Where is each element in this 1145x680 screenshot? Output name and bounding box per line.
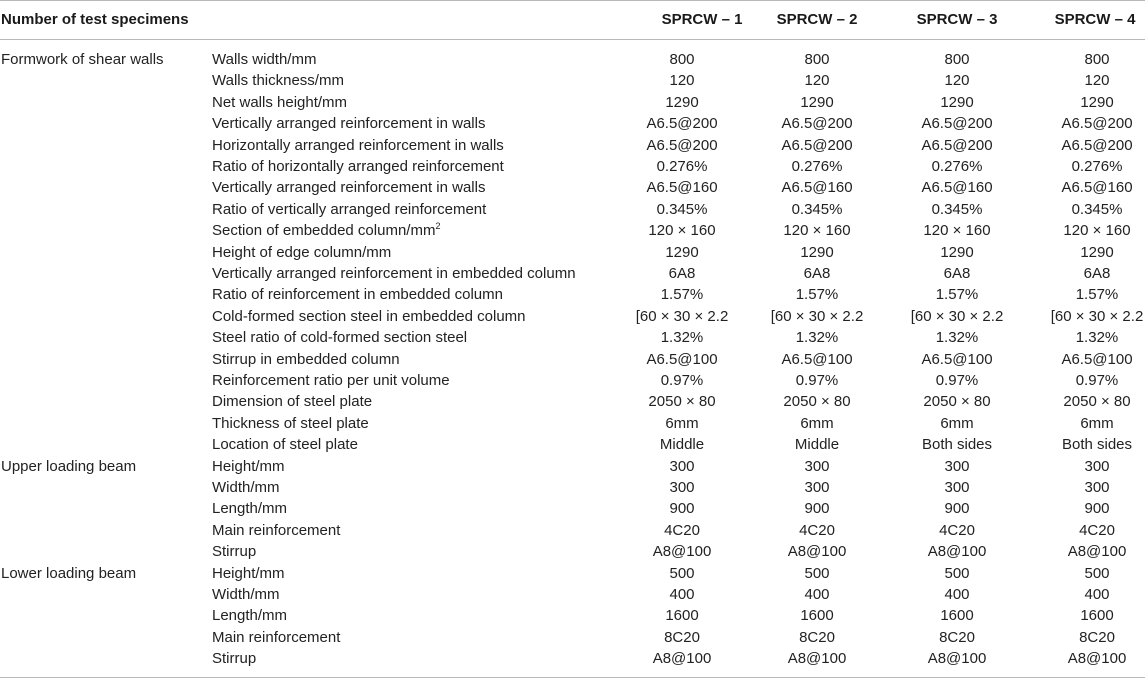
value-cell-specimen-2: 4C20 [799, 521, 835, 539]
table-row [0, 113, 1145, 134]
parameter-label [212, 177, 485, 198]
value-cell-specimen-4: A8@100 [1067, 543, 1127, 561]
table-row [0, 627, 1145, 648]
value-cell-specimen-2: 0.345% [791, 200, 843, 218]
value-cell-specimen-2: 0.276% [791, 158, 843, 175]
parameter-text: Height/mm [212, 564, 285, 582]
parameter-text: Vertically arranged reinforcement in walls [212, 115, 486, 133]
value-cell-specimen-4: 1600 [1080, 607, 1114, 625]
parameter-text: Walls width/mm [212, 51, 317, 68]
value-cell-specimen-1: [60 × 30 × 2.2 [635, 307, 729, 325]
value-cell-specimen-2: 6mm [800, 414, 834, 432]
value-cell-specimen-4: 2050 × 80 [1063, 393, 1131, 411]
value-cell-specimen-3: 6mm [940, 414, 974, 432]
value-cell-specimen-2: 500 [804, 564, 830, 582]
value-cell-specimen-2: A8@100 [787, 543, 847, 561]
value-cell-specimen-2: 1.57% [795, 286, 839, 304]
table-row [0, 584, 1145, 605]
parameter-text: Main reinforcement [212, 521, 341, 539]
value-cell-specimen-1: 1290 [665, 93, 699, 111]
table-row [0, 263, 1145, 284]
value-cell-specimen-2: 1600 [800, 607, 834, 625]
table-row [0, 434, 1145, 455]
value-cell-specimen-2: 8C20 [799, 628, 835, 646]
value-cell-specimen-3: A8@100 [927, 543, 987, 561]
value-cell-specimen-4: 1290 [1080, 243, 1114, 261]
value-cell-specimen-1: 800 [669, 51, 695, 68]
parameter-label [212, 456, 285, 477]
value-cell-specimen-1: 4C20 [664, 521, 700, 539]
parameter-label [212, 391, 372, 412]
parameter-label [212, 135, 504, 156]
value-cell-specimen-4: 4C20 [1079, 521, 1115, 539]
value-cell-specimen-4: 300 [1084, 479, 1110, 496]
value-cell-specimen-4: 800 [1084, 51, 1110, 68]
parameter-text: Dimension of steel plate [212, 393, 373, 411]
parameter-text: Steel ratio of cold-formed section steel [212, 329, 468, 347]
value-cell-specimen-4: A6.5@200 [1061, 115, 1133, 133]
table-row [0, 135, 1145, 156]
value-cell-specimen-1: 1.32% [660, 329, 704, 347]
parameter-text: Net walls height/mm [212, 93, 348, 111]
value-cell-specimen-2: A6.5@200 [781, 115, 853, 133]
parameter-label [212, 284, 503, 305]
value-cell-specimen-4: 300 [1084, 457, 1110, 475]
table-row [0, 327, 1145, 348]
group-label: Formwork of shear walls [1, 51, 164, 68]
parameter-label [212, 541, 256, 562]
value-cell-specimen-3: 400 [944, 586, 970, 603]
parameter-label [212, 584, 280, 605]
value-cell-specimen-3: A6.5@100 [921, 350, 993, 368]
value-cell-specimen-1: A6.5@160 [646, 179, 718, 197]
table-row [0, 391, 1145, 412]
parameter-label [212, 49, 316, 70]
value-cell-specimen-1: 0.97% [660, 372, 704, 389]
table-row [0, 306, 1145, 327]
value-cell-specimen-4: Both sides [1061, 436, 1133, 454]
value-cell-specimen-2: 900 [804, 500, 830, 518]
value-cell-specimen-1: A6.5@200 [646, 136, 718, 154]
header-specimen-1: SPRCW – 1 [661, 11, 743, 28]
value-cell-specimen-2: Middle [794, 436, 840, 454]
value-cell-specimen-1: 120 [669, 72, 695, 90]
table-row [0, 370, 1145, 391]
value-cell-specimen-2: A6.5@100 [781, 350, 853, 368]
value-cell-specimen-1: 1.57% [660, 286, 704, 304]
value-cell-specimen-1: 300 [669, 457, 695, 475]
table-row [0, 156, 1145, 177]
value-cell-specimen-4: 120 [1084, 72, 1110, 90]
value-cell-specimen-3: 900 [944, 500, 970, 518]
value-cell-specimen-1: 0.345% [656, 200, 708, 218]
parameter-label [212, 627, 340, 648]
value-cell-specimen-4: 400 [1084, 586, 1110, 603]
parameter-text: Walls thickness/mm [212, 72, 344, 90]
parameter-text: Thickness of steel plate [212, 414, 369, 432]
value-cell-specimen-1: 6mm [665, 414, 699, 432]
parameter-label [212, 605, 287, 626]
value-cell-specimen-3: [60 × 30 × 2.2 [910, 307, 1004, 325]
group-label: Upper loading beam [1, 457, 137, 475]
value-cell-specimen-4: 500 [1084, 564, 1110, 582]
parameter-text: Height of edge column/mm [212, 243, 392, 261]
value-cell-specimen-1: 500 [669, 564, 695, 582]
value-cell-specimen-1: A6.5@200 [646, 115, 718, 133]
table-row [0, 70, 1145, 91]
value-cell-specimen-3: A6.5@200 [921, 115, 993, 133]
value-cell-specimen-3: 300 [944, 457, 970, 475]
value-cell-specimen-4: 0.345% [1071, 200, 1123, 218]
value-cell-specimen-4: 8C20 [1079, 628, 1115, 646]
value-cell-specimen-4: A6.5@160 [1061, 179, 1133, 197]
value-cell-specimen-4: A8@100 [1067, 650, 1127, 668]
value-cell-specimen-4: 0.97% [1075, 372, 1119, 389]
parameter-label [212, 327, 467, 348]
parameter-label [212, 434, 358, 455]
table-row [0, 605, 1145, 626]
value-cell-specimen-4: 1.32% [1075, 329, 1119, 347]
header-specimen-2: SPRCW – 2 [776, 11, 858, 28]
value-cell-specimen-3: 800 [944, 51, 970, 68]
value-cell-specimen-3: 0.345% [931, 200, 983, 218]
value-cell-specimen-2: 800 [804, 51, 830, 68]
value-cell-specimen-1: 400 [669, 586, 695, 603]
value-cell-specimen-3: 4C20 [939, 521, 975, 539]
parameter-text: Length/mm [212, 607, 288, 625]
parameter-label [212, 263, 576, 284]
value-cell-specimen-1: A6.5@100 [646, 350, 718, 368]
value-cell-specimen-4: A6.5@200 [1061, 136, 1133, 154]
table-row [0, 242, 1145, 263]
parameter-label [212, 413, 369, 434]
table-row [0, 199, 1145, 220]
parameter-text: Ratio of horizontally arranged reinforcement [212, 158, 504, 175]
parameter-label [212, 370, 450, 391]
value-cell-specimen-3: 1290 [940, 243, 974, 261]
value-cell-specimen-2: 0.97% [795, 372, 839, 389]
value-cell-specimen-2: 1290 [800, 243, 834, 261]
table-row [0, 177, 1145, 198]
value-cell-specimen-2: 400 [804, 586, 830, 603]
value-cell-specimen-2: 1.32% [795, 329, 839, 347]
value-cell-specimen-3: 1600 [940, 607, 974, 625]
parameter-label [212, 199, 486, 220]
table-row [0, 92, 1145, 113]
parameter-text: Main reinforcement [212, 628, 341, 646]
parameter-label [212, 648, 256, 669]
parameter-label [212, 242, 391, 263]
value-cell-specimen-1: 300 [669, 479, 695, 496]
table-row [0, 456, 1145, 477]
table-row [0, 648, 1145, 669]
value-cell-specimen-1: 1290 [665, 243, 699, 261]
value-cell-specimen-3: 300 [944, 479, 970, 496]
parameter-text: Cold-formed section steel in embedded column [212, 307, 526, 325]
table-row [0, 541, 1145, 562]
parameter-text: Vertically arranged reinforcement in walls [212, 179, 486, 197]
value-cell-specimen-2: A6.5@160 [781, 179, 853, 197]
value-cell-specimen-1: 0.276% [656, 158, 708, 175]
parameter-label [212, 220, 440, 241]
parameter-text: Horizontally arranged reinforcement in walls [212, 136, 504, 154]
table-row [0, 477, 1145, 498]
value-cell-specimen-1: 120 × 160 [648, 222, 716, 240]
value-cell-specimen-1: 6A8 [668, 265, 696, 282]
value-cell-specimen-1: 1600 [665, 607, 699, 625]
value-cell-specimen-3: 500 [944, 564, 970, 582]
table-row [0, 413, 1145, 434]
header-specimen-3: SPRCW – 3 [916, 11, 998, 28]
header-rule [0, 39, 1145, 40]
value-cell-specimen-1: 8C20 [664, 628, 700, 646]
parameter-label [212, 156, 504, 177]
table-row [0, 220, 1145, 241]
table-row [0, 520, 1145, 541]
value-cell-specimen-3: Both sides [921, 436, 993, 454]
value-cell-specimen-3: A6.5@160 [921, 179, 993, 197]
parameter-label [212, 306, 526, 327]
parameter-label [212, 520, 340, 541]
header-first-cell: Number of test specimens [1, 11, 189, 28]
table-row [0, 349, 1145, 370]
value-cell-specimen-2: [60 × 30 × 2.2 [770, 307, 864, 325]
value-cell-specimen-2: 2050 × 80 [783, 393, 851, 411]
value-cell-specimen-4: 0.276% [1071, 158, 1123, 175]
parameter-label [212, 349, 400, 370]
value-cell-specimen-3: 120 [944, 72, 970, 90]
parameter-label [212, 92, 347, 113]
bottom-rule [0, 677, 1145, 678]
value-cell-specimen-3: 120 × 160 [923, 222, 991, 240]
parameter-label [212, 70, 344, 91]
parameter-text: Width/mm [212, 586, 280, 603]
value-cell-specimen-4: A6.5@100 [1061, 350, 1133, 368]
value-cell-specimen-2: 300 [804, 457, 830, 475]
value-cell-specimen-3: 2050 × 80 [923, 393, 991, 411]
value-cell-specimen-4: [60 × 30 × 2.2 [1050, 307, 1144, 325]
value-cell-specimen-4: 6A8 [1083, 265, 1111, 282]
value-cell-specimen-4: 1.57% [1075, 286, 1119, 304]
value-cell-specimen-3: A6.5@200 [921, 136, 993, 154]
value-cell-specimen-3: 0.97% [935, 372, 979, 389]
value-cell-specimen-1: 2050 × 80 [648, 393, 716, 411]
value-cell-specimen-3: A8@100 [927, 650, 987, 668]
value-cell-specimen-3: 6A8 [943, 265, 971, 282]
parameter-text: Stirrup [212, 650, 257, 668]
value-cell-specimen-2: 120 [804, 72, 830, 90]
parameter-label [212, 113, 485, 134]
parameter-text: Vertically arranged reinforcement in embedded column [212, 265, 576, 282]
parameter-text: Ratio of reinforcement in embedded column [212, 286, 503, 304]
parameter-text: Height/mm [212, 457, 285, 475]
value-cell-specimen-2: A8@100 [787, 650, 847, 668]
parameter-text: Stirrup [212, 543, 257, 561]
value-cell-specimen-3: 1290 [940, 93, 974, 111]
parameter-text: Length/mm [212, 500, 288, 518]
parameter-text: Ratio of vertically arranged reinforcement [212, 200, 487, 218]
parameter-text: Stirrup in embedded column [212, 350, 400, 368]
value-cell-specimen-2: 300 [804, 479, 830, 496]
value-cell-specimen-1: Middle [659, 436, 705, 454]
value-cell-specimen-2: 120 × 160 [783, 222, 851, 240]
table-row [0, 49, 1145, 70]
value-cell-specimen-3: 0.276% [931, 158, 983, 175]
value-cell-specimen-1: 900 [669, 500, 695, 518]
superscript: 2 [435, 221, 441, 232]
header-specimen-4: SPRCW – 4 [1054, 11, 1136, 28]
table-row [0, 563, 1145, 584]
value-cell-specimen-1: A8@100 [652, 650, 712, 668]
parameter-text: Width/mm [212, 479, 280, 496]
value-cell-specimen-3: 1.57% [935, 286, 979, 304]
value-cell-specimen-4: 6mm [1080, 414, 1114, 432]
parameter-text: Section of embedded column/mm [212, 222, 436, 240]
value-cell-specimen-4: 120 × 160 [1063, 222, 1131, 240]
table-row [0, 498, 1145, 519]
parameter-text: Reinforcement ratio per unit volume [212, 372, 450, 389]
value-cell-specimen-4: 1290 [1080, 93, 1114, 111]
value-cell-specimen-2: 1290 [800, 93, 834, 111]
parameter-label [212, 498, 287, 519]
value-cell-specimen-3: 8C20 [939, 628, 975, 646]
group-label: Lower loading beam [1, 564, 137, 582]
value-cell-specimen-3: 1.32% [935, 329, 979, 347]
parameter-label [212, 477, 280, 498]
value-cell-specimen-1: A8@100 [652, 543, 712, 561]
table-row [0, 284, 1145, 305]
parameter-label [212, 563, 285, 584]
parameter-text: Location of steel plate [212, 436, 358, 454]
value-cell-specimen-4: 900 [1084, 500, 1110, 518]
value-cell-specimen-2: A6.5@200 [781, 136, 853, 154]
value-cell-specimen-2: 6A8 [803, 265, 831, 282]
